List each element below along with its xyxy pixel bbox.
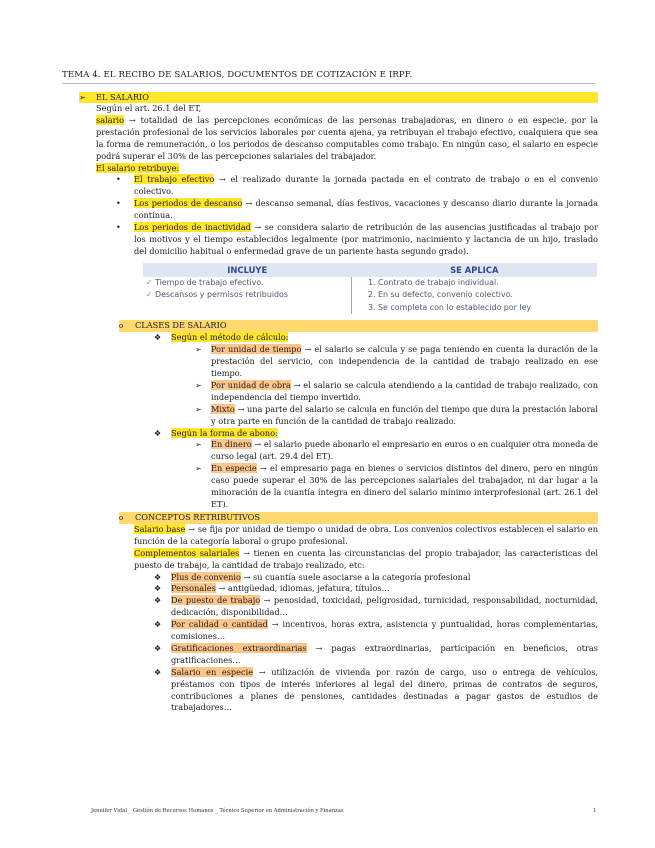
table-row: [143, 289, 351, 302]
salary-definition: [96, 115, 598, 163]
diamond-bullet-icon: ❖: [154, 643, 162, 653]
table-row: 1. Contrato de trabajo individual.: [368, 277, 499, 287]
table-row: 3. Se completa con lo establecido por ley: [368, 302, 532, 312]
highlight-term: El salario retribuye:: [96, 162, 180, 173]
highlight-term: Salario base: [134, 523, 186, 534]
list-item-text: → el salario puede abonarlo el empresario en euros o en cualquier otra moneda de curso legal (art. 29.4 del ET).: [211, 439, 598, 462]
highlight-term: Por unidad de obra: [211, 379, 291, 390]
list-item: [154, 619, 598, 643]
list-item-text: → penosidad, toxicidad, peligrosidad, turnicidad, responsabilidad, nocturnidad, dedicación, disponibilidad…: [171, 595, 599, 618]
diamond-bullet-icon: ❖: [154, 584, 162, 594]
section-heading-clases: [119, 320, 598, 332]
list-item-text: → incentivos, horas extra, asistencia y puntualidad, horas complementarias, comisiones…: [171, 619, 598, 642]
list-item: [195, 439, 598, 463]
list-item-text: → el salario se calcula y se paga teniendo en cuenta la duración de la prestación del servicio, con independencia de la cantidad de trabajo realizado en ese tiempo.: [211, 344, 599, 378]
diamond-bullet-icon: ❖: [154, 667, 162, 677]
page-footer: Jennifer Vidal _ Gestión de Recursos Humanos _ Técnico Superior en Administración y Finanzas: [91, 808, 344, 814]
highlight-term: Por unidad de tiempo: [211, 344, 302, 355]
subgroup-label: [154, 332, 598, 344]
table-header-se-aplica: SE APLICA: [352, 263, 598, 277]
list-item: [116, 174, 598, 198]
paragraph-text: → tienen en cuenta las circunstancias del propio trabajador, las características del puesto de trabajo, la cantidad de trabajo realizado, etc:: [134, 547, 598, 570]
highlight-term: Los periodos de inactividad: [134, 222, 251, 233]
circle-bullet-icon: o: [119, 322, 124, 331]
table-cell-incluye: [143, 277, 352, 315]
highlight-term: Los periodos de descanso: [134, 198, 243, 209]
complementos-paragraph: [134, 548, 598, 572]
list-item-text: → descanso semanal, días festivos, vacaciones y descanso diario durante la jornada continua.: [134, 198, 598, 221]
arrow-bullet-icon: ➢: [195, 464, 202, 474]
highlight-term: Plus de convenio: [171, 571, 241, 582]
highlight-term: Según el método de cálculo:: [171, 332, 289, 343]
diamond-bullet-icon: ❖: [154, 428, 162, 438]
highlight-term: El trabajo efectivo: [134, 174, 215, 185]
list-item: [154, 595, 599, 619]
document-body: [0, 92, 655, 714]
diamond-bullet-icon: ❖: [154, 596, 162, 606]
title-divider: [62, 83, 595, 84]
list-item: [154, 666, 598, 715]
section-heading-salario: [79, 92, 598, 103]
arrow-bullet-icon: ➢: [195, 380, 202, 390]
section-heading-text: CONCEPTOS RETRIBUTIVOS: [135, 511, 260, 522]
section-heading-text: EL SALARIO: [96, 92, 149, 102]
highlight-term: Mixto: [211, 403, 235, 414]
highlight-term: salario: [96, 114, 125, 125]
bullet-icon: •: [116, 174, 121, 185]
section-heading-text: CLASES DE SALARIO: [135, 320, 227, 331]
diamond-bullet-icon: ❖: [154, 333, 162, 343]
list-item-text: → antigüedad, idiomas, jefatura, títulos…: [215, 583, 390, 594]
highlight-term: Según la forma de abono:: [171, 427, 278, 438]
table-cell-text: Descansos y permisos retribuidos: [155, 290, 288, 300]
check-icon: ✓: [145, 290, 153, 300]
list-item-text: → el salario se calcula atendiendo a la cantidad de trabajo realizado, con independencia del tiempo invertido.: [211, 379, 598, 402]
table-cell-se-aplica: [352, 277, 598, 315]
list-item-text: → el realizado durante la jornada pactada en el contrato de trabajo o en el convenio colectivo.: [134, 174, 598, 197]
list-item: [154, 571, 598, 584]
highlight-term: Gratificaciones extraordinarias: [171, 642, 307, 653]
list-item: [195, 344, 599, 380]
list-item: [116, 198, 598, 222]
arrow-bullet-icon: ➢: [195, 440, 202, 450]
salary-summary-table: [143, 263, 597, 315]
highlight-term: En especie: [211, 463, 257, 474]
diamond-bullet-icon: ❖: [154, 572, 162, 582]
check-icon: ✓: [145, 277, 153, 287]
bullet-icon: •: [116, 198, 121, 209]
list-item-text: → pagas extraordinarias, participación en beneficios, otras gratificaciones…: [171, 642, 599, 665]
list-item: [154, 583, 598, 595]
salario-base-paragraph: [134, 524, 598, 548]
table-row: 2. En su defecto, convenio colectivo.: [368, 290, 513, 300]
list-item-text: → una parte del salario se calcula en función del tiempo que dura la prestación laboral y otra parte en función de la cantidad de trabajo realizado.: [211, 403, 598, 426]
list-item: [195, 403, 598, 428]
arrow-bullet-icon: ➢: [79, 92, 86, 102]
list-item-text: → su cuantía suele asociarse a la categoría profesional: [240, 571, 471, 582]
table-header-incluye: INCLUYE: [143, 263, 352, 277]
list-item-text: → se considera salario de retribución de las ausencias justificadas al trabajo por los motivos y el tiempo establecidos legalmente (por matrimonio, nacimiento y lactancia de un hijo, traslado del domicilio habitual o enfermedad grave de un pariente hasta segundo grado).: [134, 222, 598, 256]
page-number: 1: [593, 808, 597, 814]
subgroup-label: [154, 427, 598, 440]
definition-text: → totalidad de las percepciones económicas de las personas trabajadoras, en dinero o en especie, por la prestación profesional de los servicios laborales por cuenta ajena, ya retribuyan el trabajo efectivo, cualquiera que sea la forma de remuneración, o los periodos de descanso computables como trabajo. En ningún caso, el salario en especie podrá superar el 30% de las percepciones salariales del trabajador.: [96, 114, 598, 161]
list-item-text: → el empresario paga en bienes o servicios distintos del dinero, pero en ningún caso puede superar el 30% de las percepciones salariales del trabajador, ni dar lugar a la minoración de la cuantía íntegra en dinero del salario mínimo interprofesional (art. 26.1 del ET).: [211, 463, 598, 509]
list-item: [195, 463, 598, 511]
arrow-bullet-icon: ➢: [195, 345, 202, 355]
highlight-term: De puesto de trabajo: [171, 595, 261, 606]
bullet-icon: •: [116, 222, 121, 233]
page-title: TEMA 4. EL RECIBO DE SALARIOS, DOCUMENTOS DE COTIZACIÓN E IRPF.: [62, 70, 413, 80]
list-item-text: → utilización de vivienda por razón de cargo, uso o entrega de vehículos, préstamos con tipos de interés inferiores al legal del dinero, primas de contratos de seguros, contribuciones a planes de pensiones, cantidades destinadas a pagar gastos de estudios de trabajadores…: [171, 666, 598, 713]
circle-bullet-icon: o: [119, 513, 124, 522]
highlight-term: En dinero: [211, 439, 252, 450]
highlight-term: Salario en especie: [171, 666, 254, 677]
intro-line: Según el art. 26.1 del ET,: [96, 103, 202, 113]
diamond-bullet-icon: ❖: [154, 620, 162, 630]
table-row: [143, 277, 351, 290]
highlight-term: Complementos salariales: [134, 547, 240, 558]
highlight-term: Personales: [171, 583, 216, 594]
section-heading-conceptos: [119, 512, 598, 524]
list-item: [116, 222, 598, 258]
list-item: [195, 379, 598, 404]
retribuye-label: [96, 163, 598, 175]
paragraph-text: → se fija por unidad de tiempo o unidad de obra. Los convenios colectivos establecen el salario en función de la categoría laboral o grupo profesional.: [134, 523, 598, 546]
highlight-term: Por calidad o cantidad: [171, 619, 268, 630]
arrow-bullet-icon: ➢: [195, 404, 202, 414]
table-cell-text: Tiempo de trabajo efectivo.: [155, 277, 264, 287]
list-item: [154, 642, 599, 667]
